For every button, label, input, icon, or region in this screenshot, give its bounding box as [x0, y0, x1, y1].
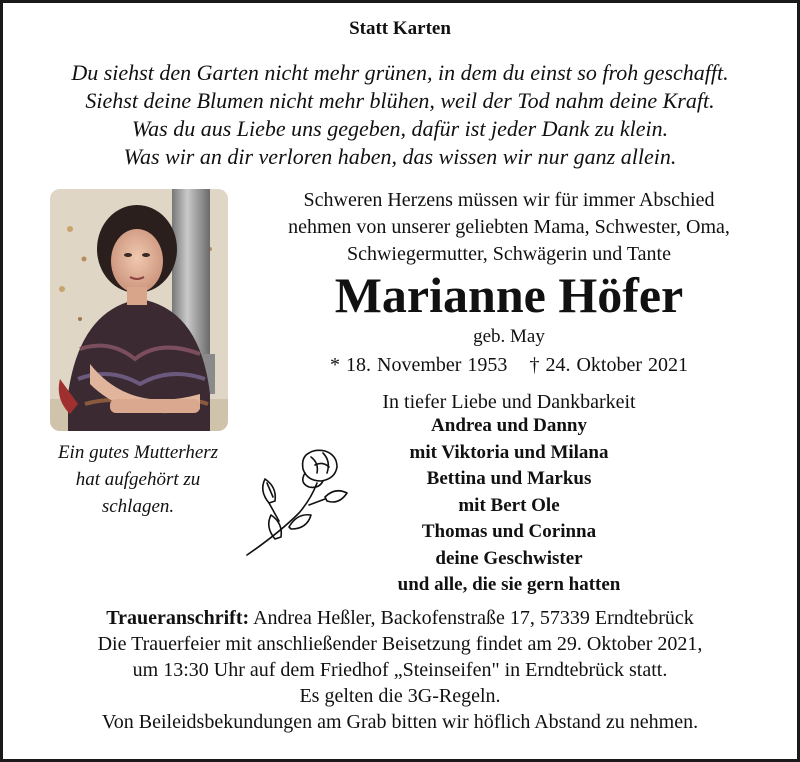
footer	[3, 605, 797, 735]
intro-line: Schwiegermutter, Schwägerin und Tante	[346, 243, 671, 265]
life-dates	[239, 354, 779, 377]
intro-text	[239, 187, 779, 268]
bereaved-line: und alle, die sie gern hatten	[397, 574, 621, 595]
address-text: Andrea Heßler, Backofenstraße 17, 57339 Erndtebrück	[253, 607, 694, 629]
bereaved-line: Thomas und Corinna	[421, 521, 597, 542]
intro-line: nehmen von unserer geliebten Mama, Schwester, Oma,	[288, 216, 730, 238]
footer-line: um 13:30 Uhr auf dem Friedhof „Steinseifen" in Erndtebrück statt.	[132, 659, 668, 681]
bereaved-line: Bettina und Markus	[426, 468, 592, 489]
footer-line: Von Beileidsbekundungen am Grab bitten wir höflich Abstand zu nehmen.	[101, 711, 699, 733]
rose-icon	[239, 443, 359, 563]
birth-name: geb. May	[473, 326, 545, 347]
poem-line: Was wir an dir verloren haben, das wissen wir nur ganz allein.	[123, 144, 677, 169]
bereaved-line: mit Viktoria und Milana	[409, 441, 609, 463]
intro-line: Schweren Herzens müssen wir für immer Abschied	[303, 189, 715, 211]
birth-date: * 18. November 1953	[330, 354, 508, 376]
poem	[3, 59, 797, 171]
footer-line: Die Trauerfeier mit anschließender Beisetzung findet am 29. Oktober 2021,	[97, 633, 703, 655]
left-quote	[33, 439, 243, 520]
portrait-photo	[50, 189, 228, 431]
footer-line: Es gelten die 3G-Regeln.	[299, 685, 501, 707]
death-date: † 24. Oktober 2021	[529, 354, 688, 376]
quote-line: schlagen.	[101, 496, 175, 517]
deceased-name: Marianne Höfer	[334, 267, 684, 323]
quote-line: Ein gutes Mutterherz	[57, 442, 219, 463]
quote-line: hat aufgehört zu	[75, 469, 201, 490]
bereaved-line: Andrea und Danny	[431, 415, 587, 436]
bereaved-line: mit Bert Ole	[458, 494, 560, 516]
bereaved-intro: In tiefer Liebe und Dankbarkeit	[382, 391, 636, 413]
bereaved-line: deine Geschwister	[435, 547, 583, 569]
address-line	[3, 605, 797, 631]
address-label: Traueranschrift:	[106, 607, 250, 629]
poem-line: Was du aus Liebe uns gegeben, dafür ist jeder Dank zu klein.	[131, 116, 669, 141]
poem-line: Siehst deine Blumen nicht mehr blühen, weil der Tod nahm deine Kraft.	[85, 88, 715, 113]
header-title: Statt Karten	[349, 18, 451, 39]
poem-line: Du siehst den Garten nicht mehr grünen, in dem du einst so froh geschafft.	[71, 60, 729, 85]
